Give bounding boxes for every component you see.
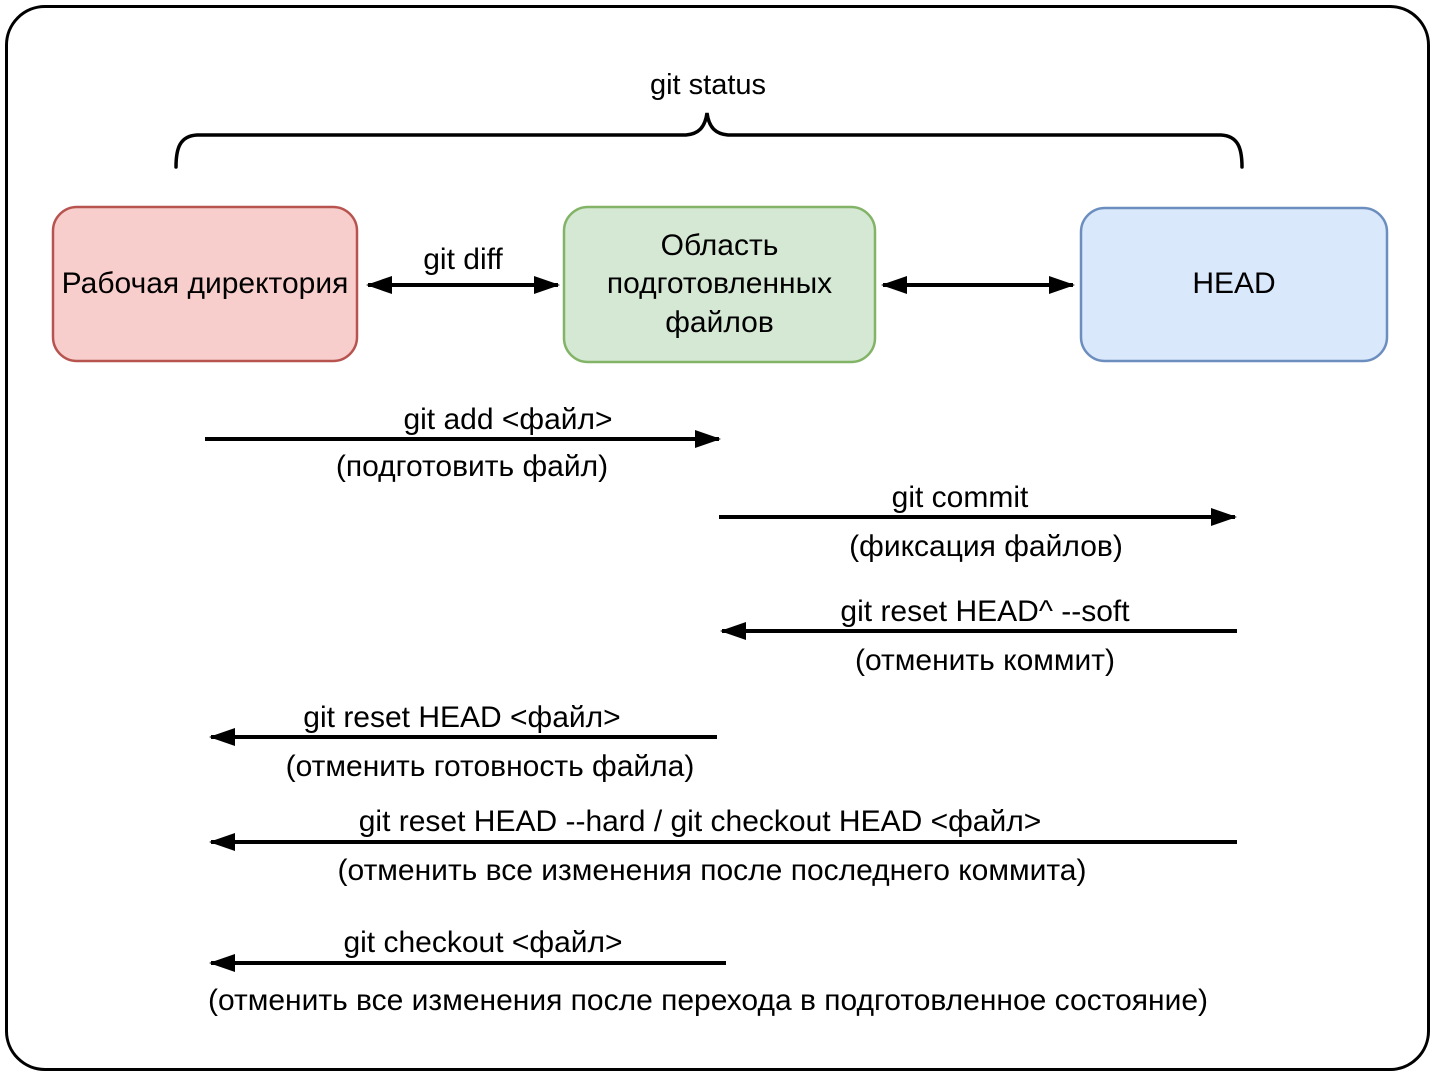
staging-area-label: Область подготовленных файлов [606, 229, 833, 339]
git-add-description: (подготовить файл) [335, 450, 609, 483]
git-commit-command: git commit [891, 481, 1029, 514]
git-reset-hard-command: git reset HEAD --hard / git checkout HEAD <файл> [358, 805, 1042, 838]
git-status-label: git status [649, 69, 767, 101]
git-commit-description: (фиксация файлов) [849, 530, 1123, 563]
git-checkout-description: (отменить все изменения после перехода в подготовленное состояние) [207, 984, 1209, 1017]
git-reset-soft-description: (отменить коммит) [855, 644, 1115, 677]
git-reset-file-description: (отменить готовность файла) [285, 750, 695, 783]
git-checkout-command: git checkout <файл> [343, 926, 623, 959]
git-diff-label: git diff [423, 243, 503, 276]
git-reset-hard-description: (отменить все изменения после последнего коммита) [337, 854, 1087, 887]
working-directory-label: Рабочая директория [61, 266, 349, 300]
git-reset-soft-command: git reset HEAD^ --soft [840, 595, 1130, 628]
head-label: HEAD [1192, 267, 1276, 301]
git-reset-file-command: git reset HEAD <файл> [303, 701, 621, 734]
git-add-command: git add <файл> [403, 403, 613, 436]
git-status-brace [176, 113, 1242, 167]
